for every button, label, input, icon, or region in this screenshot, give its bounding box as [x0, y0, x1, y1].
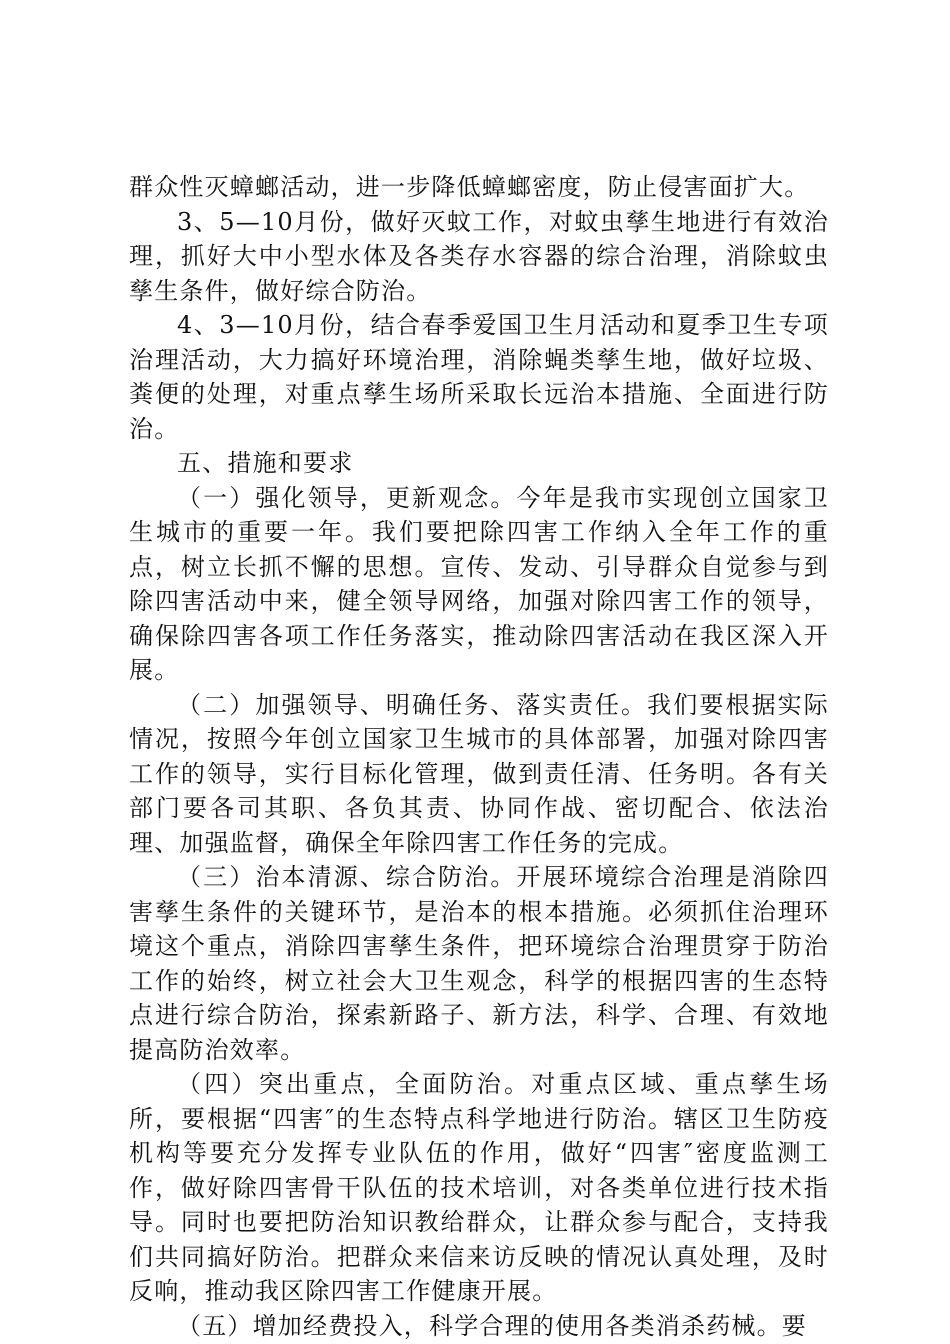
paragraph-measure-3: （三）治本清源、综合防治。开展环境综合治理是消除四害孳生条件的关键环节，是治本的根本措施。必须抓住治理环境这个重点，消除四害孳生条件，把环境综合治理贯穿于防治工作的始终，树立社会大卫生观念，科学的根据四害的生态特点进行综合防治，探索新路子、新方法，科学、合理、有效地提高防治效率。 [129, 863, 829, 1064]
paragraph-measure-4: （四）突出重点，全面防治。对重点区域、重点孳生场所，要根据“四害″的生态特点科学地进行防治。辖区卫生防疫机构等要充分发挥专业队伍的作用，做好“四害″密度监测工作，做好除四害骨干队伍的技术培训，对各类单位进行技术指导。同时也要把防治知识教给群众，让群众参与配合，支持我们共同搞好防治。把群众来信来访反映的情况认真处理，及时反响，推动我区除四害工作健康开展。 [129, 1070, 829, 1305]
paragraph-item-3: 3、5—10月份，做好灭蚊工作，对蚊虫孳生地进行有效治理，抓好大中小型水体及各类存水容器的综合治理，消除蚊虫孳生条件，做好综合防治。 [129, 207, 829, 305]
paragraph-continuation: 群众性灭蟑螂活动，进一步降低蟑螂密度，防止侵害面扩大。 [129, 173, 810, 201]
paragraph-measure-1: （一）强化领导，更新观念。今年是我市实现创立国家卫生城市的重要一年。我们要把除四害工作纳入全年工作的重点，树立长抓不懈的思想。宣传、发动、引导群众自觉参与到除四害活动中来，健全领导网络，加强对除四害工作的领导，确保除四害各项工作任务落实，推动除四害活动在我区深入开展。 [129, 483, 829, 684]
paragraph-measure-2: （二）加强领导、明确任务、落实责任。我们要根据实际情况，按照今年创立国家卫生城市的具体部署，加强对除四害工作的领导，实行目标化管理，做到责任清、任务明。各有关部门要各司其职、各负其责、协同作战、密切配合、依法治理、加强监督，确保全年除四害工作任务的完成。 [129, 690, 829, 857]
paragraph-measure-5: （五）增加经费投入，科学合理的使用各类消杀药械。要 [177, 1311, 807, 1340]
document-body [129, 170, 829, 1343]
section-heading: 五、措施和要求 [177, 449, 354, 477]
paragraph-item-4: 4、3—10月份，结合春季爱国卫生月活动和夏季卫生专项治理活动，大力搞好环境治理，消除蝇类孳生地，做好垃圾、粪便的处理，对重点孳生场所采取长远治本措施、全面进行防治。 [129, 311, 829, 443]
